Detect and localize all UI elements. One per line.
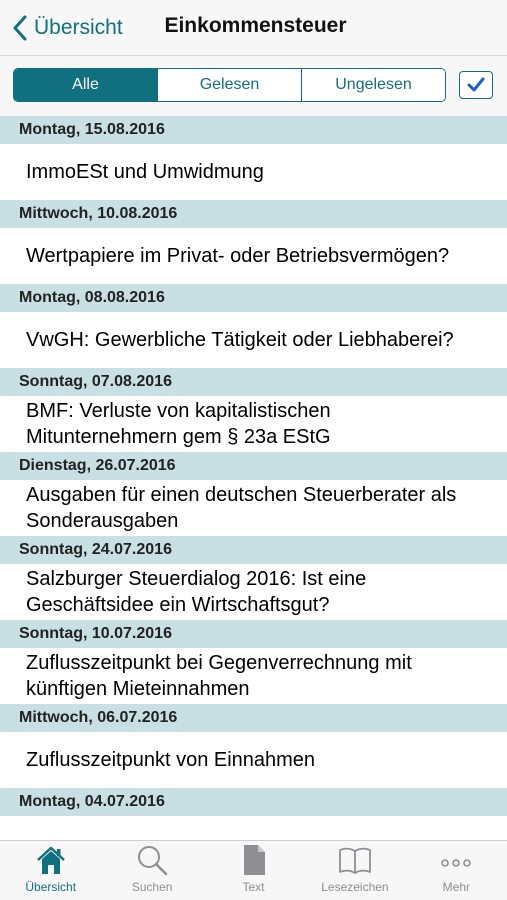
search-icon bbox=[135, 843, 169, 877]
section-header-date: Montag, 15.08.2016 bbox=[0, 116, 507, 144]
tab-text[interactable] bbox=[203, 841, 304, 900]
section-header-date: Montag, 08.08.2016 bbox=[0, 284, 507, 312]
back-label: Übersicht bbox=[34, 16, 123, 39]
more-icon bbox=[439, 843, 473, 877]
read-filter-segmented-control bbox=[13, 68, 446, 102]
document-icon bbox=[237, 843, 271, 877]
article-row[interactable]: ImmoESt und Umwidmung bbox=[0, 144, 507, 200]
section-header-date: Mittwoch, 10.08.2016 bbox=[0, 200, 507, 228]
page-title: Einkommensteuer bbox=[164, 14, 347, 37]
checkmark-icon bbox=[466, 76, 486, 94]
section-header-date: Montag, 04.07.2016 bbox=[0, 788, 507, 816]
article-row[interactable]: BMF: Verluste von kapitalistischen Mitunternehmern gem § 23a EStG bbox=[0, 396, 507, 452]
filter-bar bbox=[0, 56, 507, 116]
article-row[interactable]: Wertpapiere im Privat- oder Betriebsvermögen? bbox=[0, 228, 507, 284]
article-row[interactable]: Salzburger Steuerdialog 2016: Ist eine Geschäftsidee ein Wirtschaftsgut? bbox=[0, 564, 507, 620]
select-checkbox[interactable] bbox=[459, 71, 493, 99]
article-row[interactable]: VwGH: Gewerbliche Tätigkeit oder Liebhaberei? bbox=[0, 312, 507, 368]
article-row[interactable]: Ausgaben für einen deutschen Steuerberater als Sonderausgaben bbox=[0, 480, 507, 536]
article-list[interactable] bbox=[0, 116, 507, 840]
tab-label: Suchen bbox=[131, 880, 173, 894]
section-header-date: Sonntag, 07.08.2016 bbox=[0, 368, 507, 396]
article-row[interactable]: Zuflusszeitpunkt von Einnahmen bbox=[0, 732, 507, 788]
tab-bookmarks[interactable] bbox=[304, 841, 405, 900]
segment-read[interactable]: Gelesen bbox=[158, 69, 302, 101]
section-header-date: Mittwoch, 06.07.2016 bbox=[0, 704, 507, 732]
section-header-date: Sonntag, 10.07.2016 bbox=[0, 620, 507, 648]
navigation-bar bbox=[0, 0, 507, 56]
tab-bar bbox=[0, 840, 507, 900]
article-row[interactable]: Zuflusszeitpunkt bei Gegenverrechnung mit künftigen Mieteinnahmen bbox=[0, 648, 507, 704]
section-header-date: Dienstag, 26.07.2016 bbox=[0, 452, 507, 480]
section-header-date: Sonntag, 24.07.2016 bbox=[0, 536, 507, 564]
tab-search[interactable] bbox=[101, 841, 202, 900]
tab-overview[interactable] bbox=[0, 841, 101, 900]
segment-all[interactable]: Alle bbox=[14, 69, 158, 101]
article-row[interactable] bbox=[0, 816, 507, 840]
tab-label: Mehr bbox=[442, 880, 470, 894]
segment-unread[interactable]: Ungelesen bbox=[302, 69, 445, 101]
home-icon bbox=[34, 843, 68, 877]
tab-label: Übersicht bbox=[25, 880, 77, 894]
tab-label: Lesezeichen bbox=[321, 880, 389, 894]
tab-more[interactable] bbox=[406, 841, 507, 900]
tab-label: Text bbox=[242, 880, 265, 894]
book-icon bbox=[338, 843, 372, 877]
